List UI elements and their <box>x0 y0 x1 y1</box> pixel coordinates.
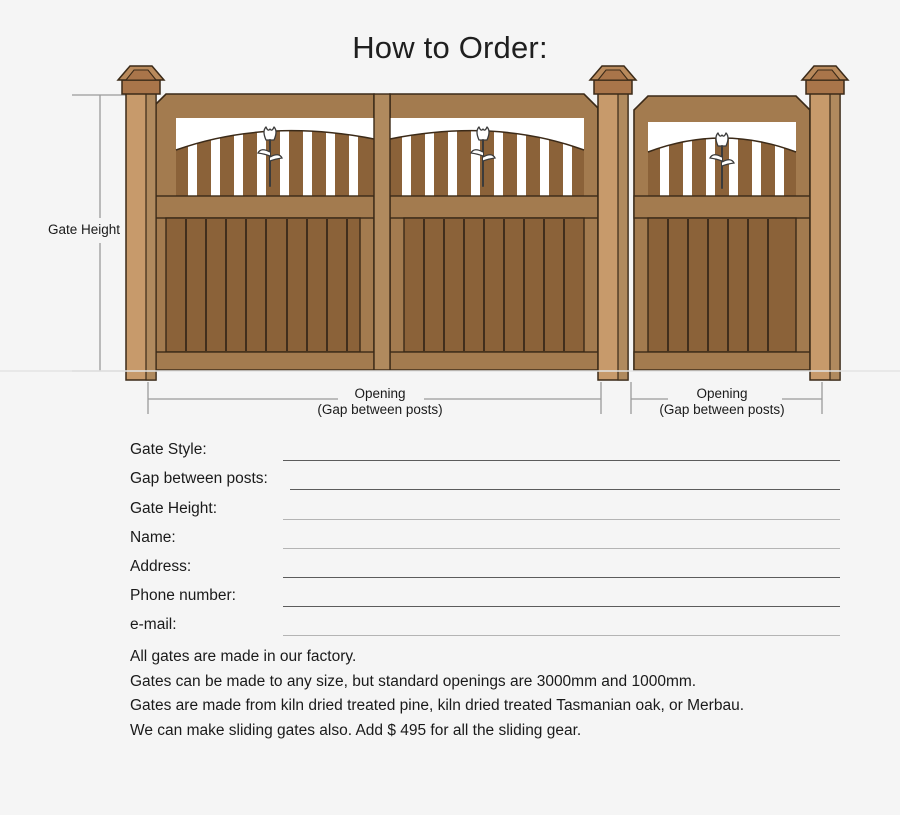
form-row <box>0 465 900 494</box>
opening-title: Opening <box>354 386 406 401</box>
form-field-input[interactable] <box>283 548 840 549</box>
opening-label-left <box>288 386 472 418</box>
form-row <box>0 524 900 553</box>
form-field-label: Gate Height: <box>130 499 218 517</box>
form-field-input[interactable] <box>283 519 840 520</box>
opening-subtitle: (Gap between posts) <box>659 402 785 417</box>
opening-label-right <box>630 386 814 418</box>
page-title: How to Order: <box>352 30 548 65</box>
order-notes <box>130 645 870 743</box>
gate-leaf-left <box>152 94 374 370</box>
note-line: All gates are made in our factory. <box>130 648 357 665</box>
form-row <box>0 436 900 465</box>
gate-leaf-right <box>390 94 598 370</box>
form-field-input[interactable] <box>283 635 840 636</box>
form-row <box>0 494 900 523</box>
form-field-label: Gap between posts: <box>130 470 268 488</box>
note-line: Gates can be made to any size, but standard openings are 3000mm and 1000mm. <box>130 672 697 690</box>
note-line: Gates are made from kiln dried treated pine, kiln dried treated Tasmanian oak, or Merbau. <box>130 697 745 714</box>
form-field-label: Gate Style: <box>130 441 207 459</box>
opening-subtitle: (Gap between posts) <box>317 402 443 417</box>
form-field-label: Address: <box>130 557 192 575</box>
order-form <box>0 436 900 640</box>
form-field-input[interactable] <box>290 489 840 490</box>
note-line: We can make sliding gates also. Add $ 495 for all the sliding gear. <box>130 721 582 739</box>
form-field-label: Phone number: <box>130 587 236 605</box>
form-field-input[interactable] <box>283 460 840 461</box>
gate-single <box>634 96 810 370</box>
form-field-label: e-mail: <box>130 616 177 634</box>
form-row <box>0 582 900 611</box>
form-field-label: Name: <box>130 528 176 546</box>
opening-title: Opening <box>696 386 748 401</box>
gate-height-label: Gate Height <box>48 222 121 237</box>
form-row <box>0 553 900 582</box>
form-field-input[interactable] <box>283 606 840 607</box>
form-row <box>0 611 900 640</box>
gate-centre-stile <box>374 94 390 370</box>
form-field-input[interactable] <box>283 577 840 578</box>
